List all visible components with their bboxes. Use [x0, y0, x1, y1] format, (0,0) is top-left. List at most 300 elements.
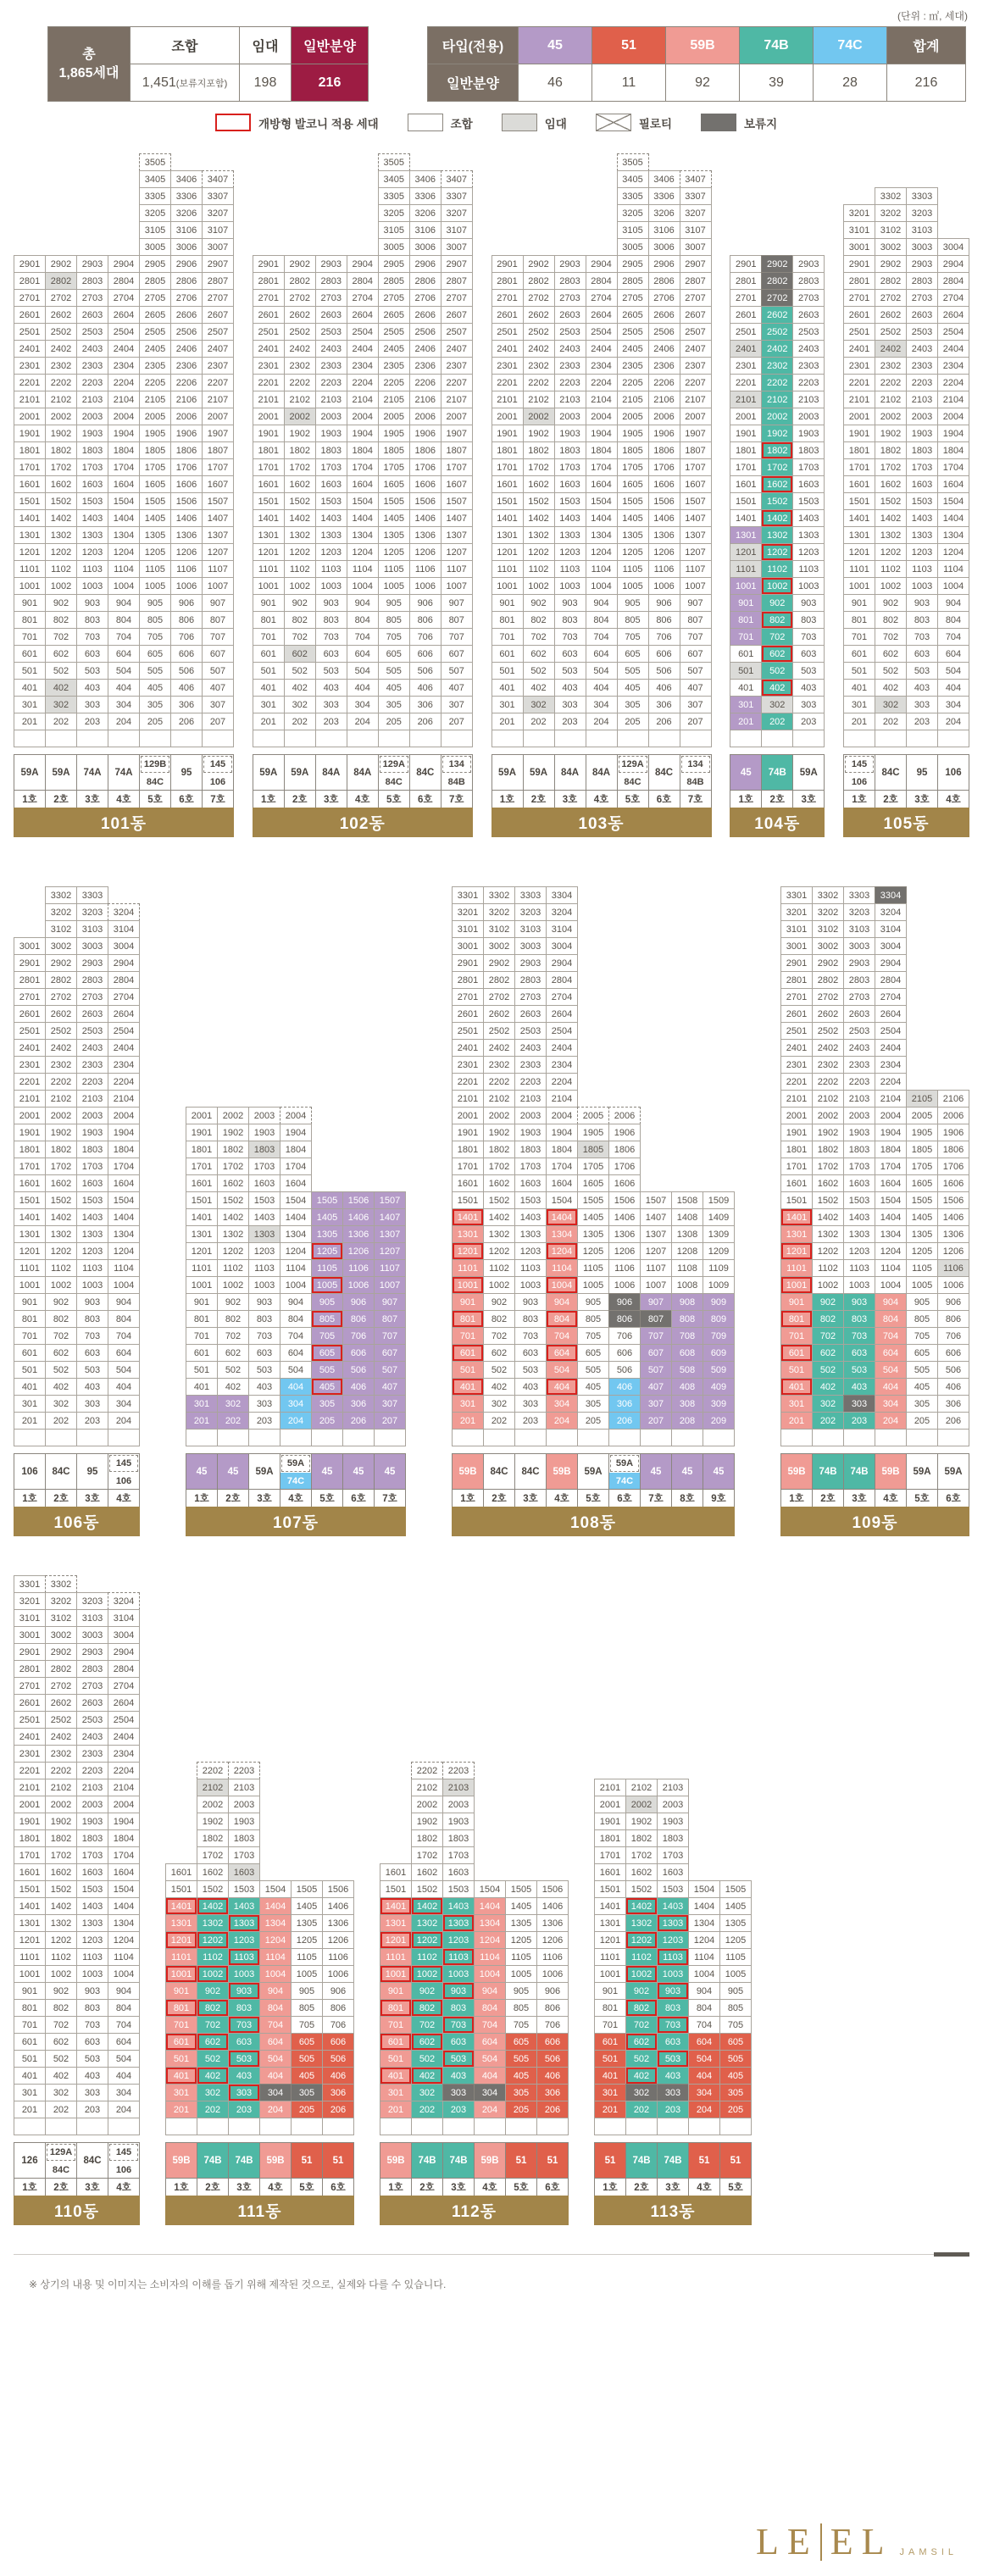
unit-cell: 803	[76, 611, 108, 629]
empty-cell	[906, 971, 938, 989]
piloti-cell	[108, 1429, 140, 1446]
unit-cell: 1904	[108, 1813, 140, 1830]
ho-cell: 4호	[586, 790, 618, 808]
unit-cell: 207	[680, 713, 712, 730]
unit-cell: 2301	[730, 357, 762, 375]
unit-cell: 1006	[937, 1276, 969, 1294]
unit-cell: 2201	[14, 1073, 46, 1091]
unit-cell: 1704	[586, 458, 618, 476]
floor-row	[186, 1107, 406, 1124]
unit-cell: 502	[523, 662, 555, 680]
empty-cell	[322, 1779, 354, 1796]
unit-cell: 2503	[514, 1022, 547, 1040]
unit-cell: 2005	[577, 1107, 609, 1124]
unit-cell: 1003	[843, 1276, 875, 1294]
unit-cell: 1701	[253, 458, 285, 476]
unit-cell: 2104	[108, 391, 140, 408]
floor-row	[594, 1948, 752, 1966]
unit-cell: 1705	[577, 1158, 609, 1175]
unit-cell: 1503	[792, 492, 825, 510]
empty-cell	[311, 1141, 343, 1158]
ho-cell: 5호	[291, 2178, 323, 2196]
floor-row	[594, 2067, 752, 2085]
unit-cell: 1101	[380, 1948, 412, 1966]
unit-cell: 1406	[648, 509, 680, 527]
ho-row	[14, 1490, 140, 1507]
type-label: 84C	[654, 768, 674, 778]
floor-row	[843, 391, 969, 408]
floor-row	[594, 1999, 752, 2017]
type-cell	[703, 1453, 735, 1491]
empty-cell	[374, 1107, 406, 1124]
unit-cell: 1004	[108, 577, 140, 595]
unit-cell: 602	[284, 645, 316, 663]
unit-cell: 3202	[875, 204, 907, 222]
unit-cell: 703	[792, 628, 825, 646]
unit-cell: 708	[671, 1327, 703, 1345]
unit-cell: 701	[730, 628, 762, 646]
unit-cell: 2202	[45, 1762, 77, 1779]
unit-cell: 2302	[483, 1056, 515, 1074]
unit-cell: 1504	[875, 1191, 907, 1209]
unit-cell: 1005	[139, 577, 171, 595]
unit-cell: 1903	[248, 1124, 280, 1141]
unit-cell: 1506	[170, 492, 203, 510]
floor-row	[730, 272, 825, 290]
floor-row	[165, 1965, 354, 1983]
unit-cell: 1804	[108, 1829, 140, 1847]
unit-cell: 301	[594, 2084, 626, 2101]
empty-cell	[380, 1796, 412, 1813]
unit-cell: 1601	[14, 475, 46, 493]
empty-cell	[311, 1158, 343, 1175]
unit-cell: 1004	[937, 577, 969, 595]
empty-cell	[380, 1846, 412, 1864]
unit-cell: 2803	[76, 1660, 108, 1678]
unit-cell: 207	[441, 713, 473, 730]
unit-cell: 1303	[76, 526, 108, 544]
unit-cell: 205	[311, 1412, 343, 1430]
unit-cell: 2403	[554, 340, 586, 358]
unit-cell: 2003	[554, 408, 586, 425]
unit-cell: 1209	[703, 1242, 735, 1260]
empty-cell	[703, 1174, 735, 1192]
piloti-row	[14, 1429, 140, 1446]
unit-cell: 705	[311, 1327, 343, 1345]
unit-cell: 903	[442, 1982, 475, 2000]
floor-row	[380, 1829, 569, 1847]
unit-cell: 404	[937, 679, 969, 697]
empty-cell	[577, 1090, 609, 1108]
unit-cell: 907	[441, 594, 473, 612]
unit-cell: 704	[937, 628, 969, 646]
floor-row	[843, 679, 969, 697]
unit-cell: 3005	[378, 238, 410, 256]
unit-cell: 2005	[378, 408, 410, 425]
unit-cell: 401	[14, 2067, 46, 2085]
empty-cell	[937, 1039, 969, 1057]
unit-cell: 406	[536, 2067, 569, 2085]
unit-cell: 1603	[792, 475, 825, 493]
floor-row	[253, 221, 473, 239]
unit-cell: 3204	[875, 903, 907, 921]
unit-cell: 2203	[228, 1762, 260, 1779]
unit-cell: 1403	[76, 1208, 108, 1226]
unit-cell: 2207	[680, 374, 712, 391]
floor-row	[14, 903, 140, 921]
empty-cell	[347, 153, 379, 171]
empty-cell	[347, 170, 379, 188]
unit-cell: 2002	[197, 1796, 229, 1813]
unit-cell: 1205	[291, 1931, 323, 1949]
unit-cell: 2401	[14, 1039, 46, 1057]
unit-cell: 702	[284, 628, 316, 646]
building-name-bar: 108동	[452, 1507, 735, 1536]
unit-cell: 803	[792, 611, 825, 629]
floor-row	[253, 306, 473, 324]
unit-cell: 704	[546, 1327, 578, 1345]
unit-cell: 2301	[491, 357, 524, 375]
unit-cell: 2804	[108, 971, 140, 989]
unit-cell: 1803	[554, 441, 586, 459]
unit-cell: 903	[906, 594, 938, 612]
unit-cell: 1603	[76, 1863, 108, 1881]
floor-row	[780, 1242, 969, 1260]
unit-cell: 703	[906, 628, 938, 646]
unit-cell: 1703	[76, 458, 108, 476]
piloti-cell	[688, 2118, 720, 2135]
floor-row	[594, 1897, 752, 1915]
unit-cell: 1205	[139, 543, 171, 561]
unit-cell: 2304	[546, 1056, 578, 1074]
unit-cell: 1101	[452, 1259, 484, 1277]
floor-row	[14, 713, 234, 730]
ho-cell: 6호	[322, 2178, 354, 2196]
empty-cell	[108, 886, 140, 904]
unit-cell: 1504	[280, 1191, 312, 1209]
empty-cell	[374, 1174, 406, 1192]
type-cell	[108, 2142, 140, 2179]
unit-cell: 2804	[937, 272, 969, 290]
unit-cell: 1501	[594, 1880, 626, 1898]
unit-cell: 1001	[14, 1276, 46, 1294]
unit-cell: 201	[186, 1412, 218, 1430]
unit-cell: 2602	[761, 306, 793, 324]
empty-cell	[322, 1813, 354, 1830]
unit-cell: 2503	[843, 1022, 875, 1040]
unit-cell: 2704	[347, 289, 379, 307]
piloti-cell	[311, 1429, 343, 1446]
unit-cell: 205	[906, 1412, 938, 1430]
empty-cell	[342, 1107, 375, 1124]
unit-cell: 1805	[139, 441, 171, 459]
type-cell	[688, 2142, 720, 2179]
empty-cell	[906, 886, 938, 904]
floor-row	[730, 594, 825, 612]
piloti-cell	[441, 730, 473, 747]
unit-cell: 1803	[228, 1829, 260, 1847]
building-stacking-diagram	[14, 153, 969, 2225]
floor-row	[491, 323, 712, 341]
unit-cell: 706	[322, 2016, 354, 2034]
unit-cell: 1104	[474, 1948, 506, 1966]
type-cell	[170, 754, 203, 791]
type-cell	[491, 754, 524, 791]
unit-cell: 2304	[875, 1056, 907, 1074]
unit-cell: 205	[617, 713, 649, 730]
floor-row	[780, 954, 969, 972]
floor-row	[14, 1141, 140, 1158]
piloti-cell	[322, 2118, 354, 2135]
unit-cell: 1004	[347, 577, 379, 595]
unit-cell: 304	[108, 1395, 140, 1413]
ho-row	[14, 791, 234, 808]
unit-cell: 3103	[76, 920, 108, 938]
unit-cell: 706	[536, 2016, 569, 2034]
unit-cell: 1501	[14, 1191, 46, 1209]
unit-cell: 2906	[170, 255, 203, 273]
unit-cell: 3207	[680, 204, 712, 222]
unit-cell: 1902	[483, 1124, 515, 1141]
unit-cell: 1601	[253, 475, 285, 493]
unit-cell: 1503	[228, 1880, 260, 1898]
floor-row	[14, 1412, 140, 1430]
empty-cell	[291, 1829, 323, 1847]
unit-cell: 1603	[76, 1174, 108, 1192]
unit-cell: 703	[76, 628, 108, 646]
empty-cell	[843, 187, 875, 205]
empty-cell	[347, 187, 379, 205]
unit-cell: 1504	[688, 1880, 720, 1898]
unit-cell: 303	[657, 2084, 689, 2101]
floor-row	[165, 1762, 354, 1779]
legend-item-reserve: 보류지	[701, 114, 777, 131]
unit-cell: 505	[719, 2050, 752, 2068]
unit-cell: 604	[688, 2033, 720, 2051]
unit-cell: 1603	[906, 475, 938, 493]
type-label: 45	[227, 1467, 239, 1477]
unit-cell: 1304	[280, 1225, 312, 1243]
floor-row	[843, 289, 969, 307]
unit-cell: 2902	[812, 954, 844, 972]
unit-cell: 2803	[792, 272, 825, 290]
unit-cell: 903	[228, 1982, 260, 2000]
unit-cell: 2503	[906, 323, 938, 341]
unit-cell: 1601	[14, 1863, 46, 1881]
ho-cell: 2호	[45, 2178, 77, 2196]
floor-row	[380, 1813, 569, 1830]
unit-cell: 2302	[761, 357, 793, 375]
summary-header	[17, 26, 966, 102]
unit-cell: 1301	[491, 526, 524, 544]
unit-cell: 405	[291, 2067, 323, 2085]
empty-cell	[937, 971, 969, 989]
unit-cell: 1302	[197, 1914, 229, 1932]
unit-cell: 1302	[217, 1225, 249, 1243]
type-59B-header: 59B	[666, 27, 739, 64]
unit-cell: 202	[875, 713, 907, 730]
empty-cell	[640, 903, 672, 921]
unit-cell: 2803	[315, 272, 347, 290]
type-cell	[937, 1453, 969, 1491]
floor-row	[14, 594, 234, 612]
unit-cell: 703	[554, 628, 586, 646]
ho-cell: 4호	[259, 2178, 292, 2196]
unit-cell: 1508	[671, 1191, 703, 1209]
unit-cell: 307	[680, 696, 712, 713]
ho-cell: 8호	[671, 1489, 703, 1507]
unit-cell: 1901	[780, 1124, 813, 1141]
unit-cell: 2501	[491, 323, 524, 341]
ho-cell: 9호	[703, 1489, 735, 1507]
unit-cell: 1801	[843, 441, 875, 459]
floor-row	[452, 903, 735, 921]
unit-cell: 1501	[452, 1191, 484, 1209]
unit-cell: 1902	[45, 1124, 77, 1141]
unit-cell: 304	[474, 2084, 506, 2101]
total-label: 총	[82, 47, 96, 62]
unit-cell: 3003	[514, 937, 547, 955]
unit-cell: 3204	[108, 1592, 140, 1610]
unit-cell: 1204	[280, 1242, 312, 1260]
unit-cell: 701	[186, 1327, 218, 1345]
unit-cell: 2305	[378, 357, 410, 375]
unit-cell: 3302	[483, 886, 515, 904]
unit-cell: 802	[197, 1999, 229, 2017]
unit-cell: 1903	[315, 425, 347, 442]
unit-cell: 1702	[483, 1158, 515, 1175]
unit-cell: 903	[657, 1982, 689, 2000]
unit-cell: 201	[380, 2101, 412, 2118]
unit-cell: 3301	[780, 886, 813, 904]
unit-cell: 506	[322, 2050, 354, 2068]
type-label: 84A	[353, 768, 372, 778]
empty-cell	[577, 971, 609, 989]
type-row	[843, 754, 969, 791]
unit-cell: 1506	[536, 1880, 569, 1898]
unit-cell: 1506	[608, 1191, 641, 1209]
unit-cell: 2001	[730, 408, 762, 425]
unit-cell: 501	[452, 1361, 484, 1379]
unit-cell: 609	[703, 1344, 735, 1362]
unit-cell: 2006	[648, 408, 680, 425]
unit-cell: 1906	[608, 1124, 641, 1141]
empty-cell	[577, 937, 609, 955]
unit-cell: 2901	[14, 1643, 46, 1661]
unit-cell: 1005	[719, 1965, 752, 1983]
floor-row	[14, 886, 140, 904]
empty-cell	[703, 903, 735, 921]
unit-cell: 501	[186, 1361, 218, 1379]
empty-cell	[523, 170, 555, 188]
building-name-bar: 112동	[380, 2196, 569, 2225]
type-cell	[441, 754, 473, 791]
floor-row	[452, 1191, 735, 1209]
type-cell	[378, 754, 410, 791]
floor-row	[14, 611, 234, 629]
piloti-cell	[906, 1429, 938, 1446]
unit-cell: 703	[843, 1327, 875, 1345]
unit-cell: 2007	[680, 408, 712, 425]
type-label-top: 134	[681, 756, 710, 773]
unit-cell: 601	[380, 2033, 412, 2051]
unit-cell: 1005	[906, 1276, 938, 1294]
type-cell	[108, 754, 140, 791]
floor-row	[253, 475, 473, 493]
floor-row	[452, 1344, 735, 1362]
type-label: 74B	[632, 2156, 651, 2166]
unit-cell: 1904	[347, 425, 379, 442]
unit-cell: 2801	[730, 272, 762, 290]
empty-cell	[906, 954, 938, 972]
unit-cell: 804	[546, 1310, 578, 1328]
empty-cell	[703, 1158, 735, 1175]
floor-row	[165, 2033, 354, 2051]
unit-cell: 306	[409, 696, 442, 713]
building-name-bar: 104동	[730, 808, 825, 837]
unit-cell: 1605	[617, 475, 649, 493]
unit-cell: 206	[536, 2101, 569, 2118]
empty-cell	[342, 1141, 375, 1158]
type-summary-table	[427, 26, 966, 102]
empty-cell	[640, 1124, 672, 1141]
unit-cell: 407	[441, 679, 473, 697]
floor-row	[14, 937, 140, 955]
unit-cell: 2704	[108, 1677, 140, 1695]
unit-cell: 2403	[76, 1039, 108, 1057]
unit-cell: 2002	[411, 1796, 443, 1813]
unit-cell: 1301	[380, 1914, 412, 1932]
empty-cell	[380, 1813, 412, 1830]
unit-cell: 203	[76, 713, 108, 730]
reserve-swatch-icon	[701, 114, 736, 131]
unit-cell: 3003	[76, 937, 108, 955]
unit-cell: 1104	[280, 1259, 312, 1277]
type-label: 74B	[819, 1467, 837, 1477]
unit-cell: 302	[523, 696, 555, 713]
unit-cell: 403	[906, 679, 938, 697]
unit-cell: 2202	[45, 1073, 77, 1091]
empty-cell	[165, 1762, 197, 1779]
unit-cell: 2501	[780, 1022, 813, 1040]
empty-cell	[259, 1863, 292, 1881]
unit-cell: 302	[411, 2084, 443, 2101]
unit-cell: 1702	[45, 1158, 77, 1175]
unit-cell: 2404	[875, 1039, 907, 1057]
building-name-bar: 111동	[165, 2196, 354, 2225]
unit-cell: 1205	[505, 1931, 537, 1949]
unit-cell: 806	[536, 1999, 569, 2017]
unit-cell: 1405	[311, 1208, 343, 1226]
floor-row	[253, 204, 473, 222]
unit-cell: 401	[452, 1378, 484, 1396]
unit-cell: 804	[347, 611, 379, 629]
unit-cell: 407	[640, 1378, 672, 1396]
unit-cell: 2904	[108, 255, 140, 273]
unit-cell: 304	[259, 2084, 292, 2101]
unit-cell: 2105	[617, 391, 649, 408]
empty-cell	[409, 153, 442, 171]
unit-cell: 201	[253, 713, 285, 730]
unit-cell: 602	[761, 645, 793, 663]
type-cell	[291, 2142, 323, 2179]
unit-cell: 805	[505, 1999, 537, 2017]
unit-cell: 307	[441, 696, 473, 713]
piloti-cell	[505, 2118, 537, 2135]
unit-cell: 1505	[906, 1191, 938, 1209]
unit-cell: 1901	[843, 425, 875, 442]
type-label: 74B	[203, 2156, 222, 2166]
